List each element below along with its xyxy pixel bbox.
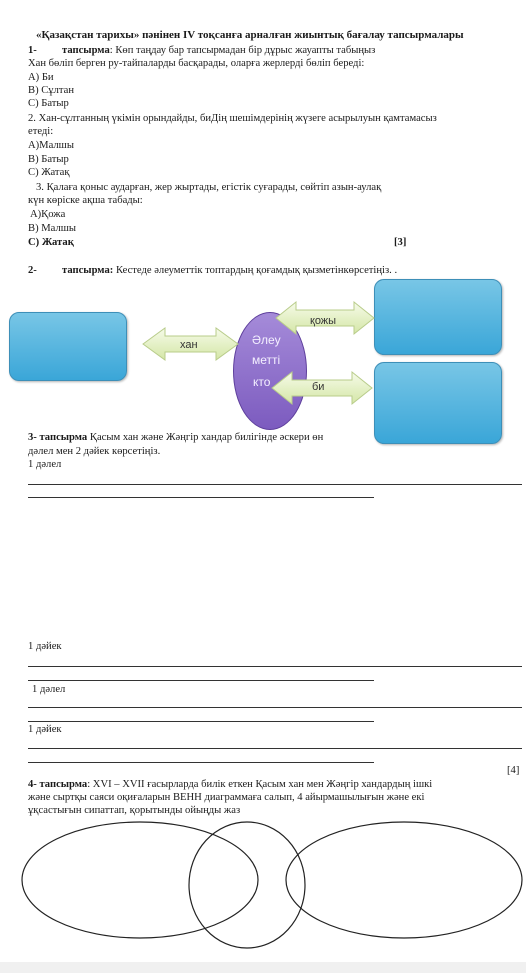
- task1-q2-option-c: C) Жатақ: [28, 167, 70, 178]
- arrow-left-label: хан: [180, 339, 198, 351]
- task3-score: [4]: [507, 765, 520, 776]
- task3-item-3: 1 дәлел: [32, 684, 66, 695]
- task1-q3-option-c: C) Жатақ: [28, 237, 74, 248]
- footer-strip: [0, 962, 526, 973]
- task1-q2-option-b: B) Батыр: [28, 154, 69, 165]
- task1-q3-option-b: B) Малшы: [28, 223, 77, 234]
- diagram-center-label-2: метті: [252, 353, 281, 367]
- venn-left-ellipse: [22, 822, 258, 938]
- task4-line1: : XVI – XVII ғасырларда билік еткен Қасым хан мен Жәңгір хандардың ішкі: [87, 779, 433, 790]
- task1-label: тапсырма: [62, 45, 110, 56]
- task2-instruction: Кестеде әлеуметтік топтардың қоғамдық қызметінкөрсетіңіз. .: [115, 265, 398, 276]
- task1-q2-line1: 2. Хан-сұлтанның үкімін орындайды, биДің шешімдерінің жүзеге асырылуын қамтамасыз: [28, 113, 437, 124]
- task1-q1-option-c: C) Батыр: [28, 98, 69, 109]
- task3-item-4: 1 дәйек: [28, 724, 62, 735]
- task4-line2: және сыртқы саяси оқиғаларын ВЕНН диаграммаға салып, 4 айырмашылығын және екі: [28, 792, 425, 803]
- task3-line2: дәлел мен 2 дәйек көрсетіңіз.: [28, 446, 161, 457]
- diagram-center-label-3: кто: [253, 375, 271, 389]
- task3-item-1: 1 дәлел: [28, 459, 62, 470]
- task1-instruction: : Көп таңдау бар тапсырмадан бір дұрыс жауапты табыңыз: [109, 45, 376, 56]
- task1-q1-option-b: B) Сұлтан: [28, 85, 75, 96]
- task1-q2-line2: етеді:: [28, 126, 54, 137]
- task3-label: 3- тапсырма: [28, 432, 88, 443]
- task1-q3-line1: 3. Қалаға қоныс аударған, жер жыртады, егістік суғарады, сөйтіп азын-аулақ: [36, 182, 382, 193]
- arrow-bottom-label: би: [312, 381, 325, 393]
- task1-q1: Хан бөліп берген ру-тайпаларды басқарады, оларға жерлерді бөліп береді:: [28, 58, 365, 69]
- task4-line3: ұқсастығын сипаттап, қорытынды ойыңды жаз: [28, 805, 241, 816]
- diagram-center-label-1: Әлеу: [252, 333, 281, 347]
- task1-q2-option-a: A)Малшы: [28, 140, 74, 151]
- task4-label: 4- тапсырма: [28, 779, 88, 790]
- task3-item-2: 1 дәйек: [28, 641, 62, 652]
- arrow-top-label: қожы: [310, 315, 337, 327]
- task3-instruction: Қасым хан және Жәңгір хандар билігінде әскери өн: [89, 432, 324, 443]
- task1-score: [3]: [394, 237, 407, 248]
- task1-number: 1-: [28, 45, 37, 56]
- task2-number: 2-: [28, 265, 37, 276]
- venn-center-circle: [189, 822, 305, 948]
- task1-q1-option-a: A) Би: [28, 72, 54, 83]
- task1-q3-option-a: A)Қожа: [30, 209, 66, 220]
- task1-q3-line2: күн көріске ақша табады:: [28, 195, 143, 206]
- page-title: «Қазақстан тарихы» пәнінен IV тоқсанға арналған жиынтық бағалау тапсырмалары: [36, 29, 464, 41]
- venn-right-ellipse: [286, 822, 522, 938]
- task2-label: тапсырма:: [62, 265, 114, 276]
